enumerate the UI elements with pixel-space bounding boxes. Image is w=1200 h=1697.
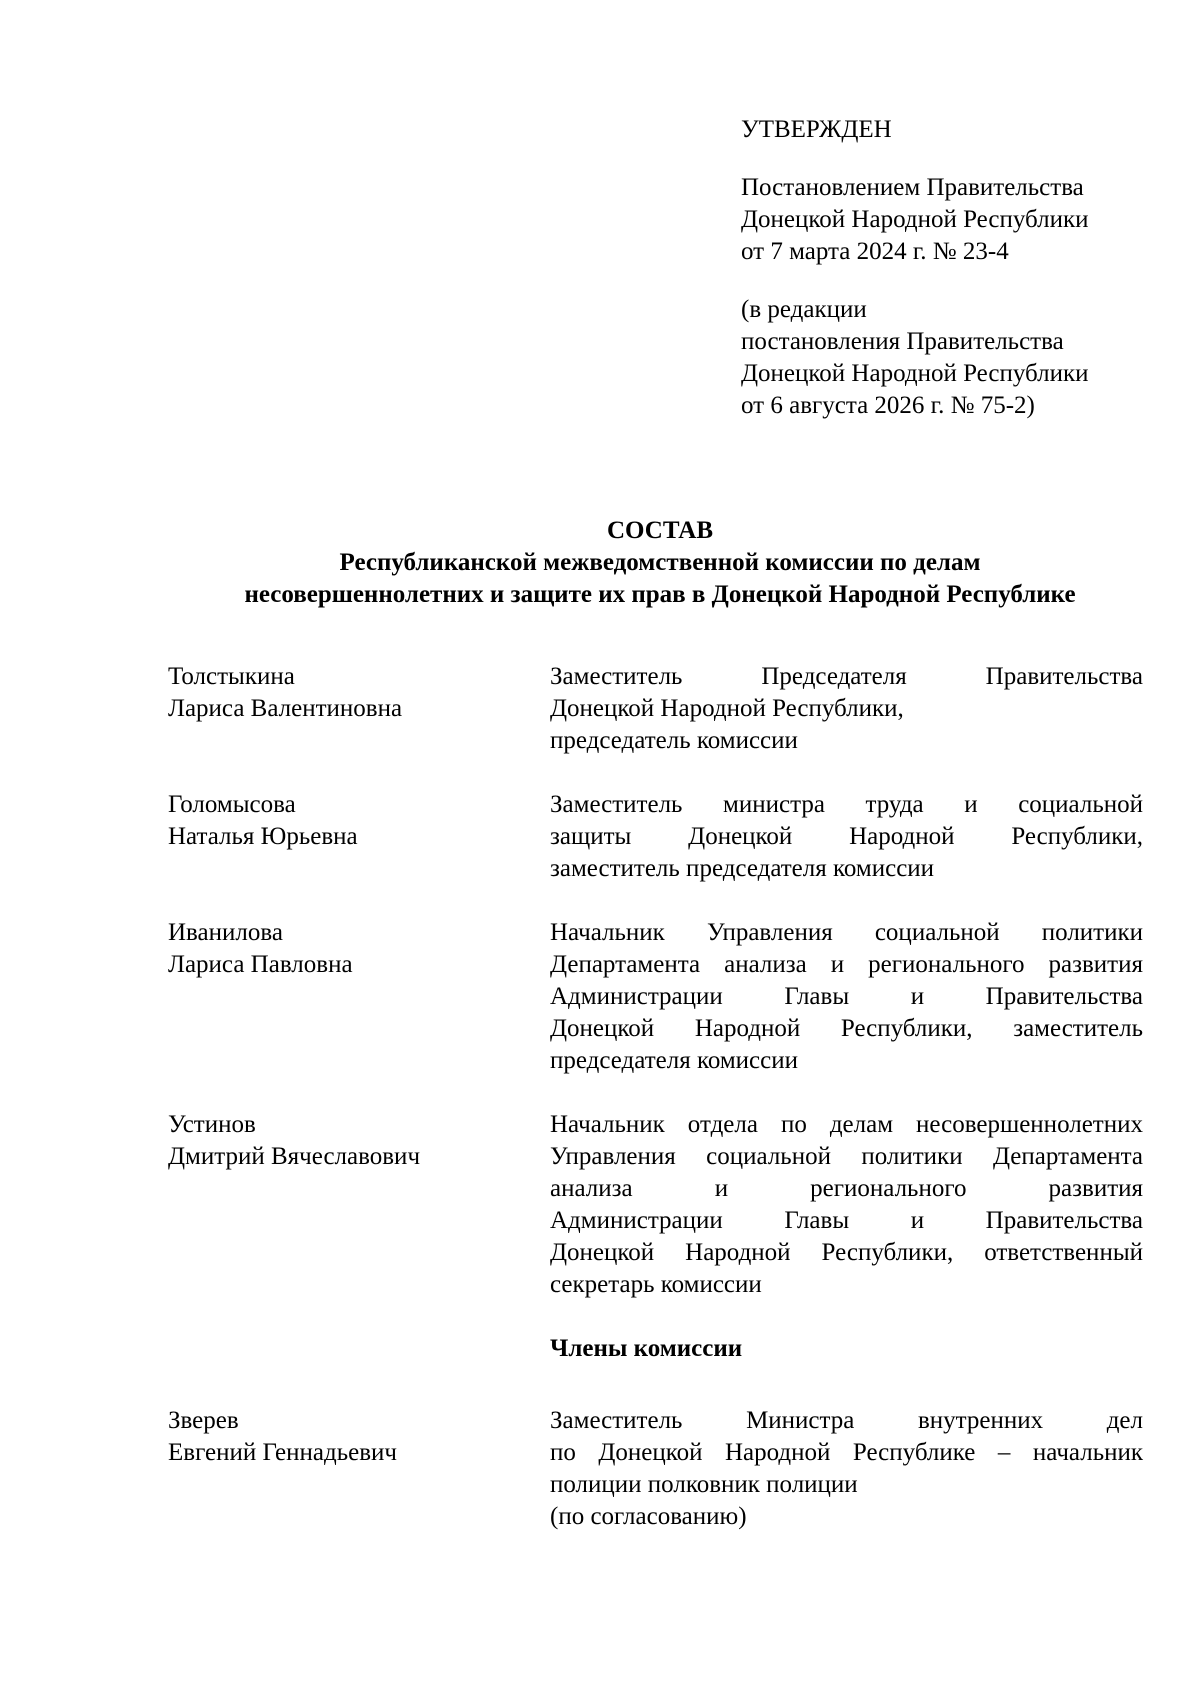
revision-line: от 6 августа 2026 г. № 75-2)	[741, 392, 1035, 419]
member-surname: Голомысова	[168, 791, 296, 818]
position-line: Начальник Управления социальной политики	[550, 919, 1143, 946]
member-surname: Толстыкина	[168, 663, 295, 690]
member-position	[550, 917, 1143, 1077]
position-line: защиты Донецкой Народной Республики,	[550, 823, 1143, 850]
member-name	[168, 789, 550, 885]
member-position	[550, 661, 1143, 757]
title-line: Республиканской межведомственной комиссии по делам	[339, 549, 981, 576]
revision-line: постановления Правительства	[741, 328, 1064, 355]
position-line: председателя комиссии	[550, 1047, 798, 1074]
member-name	[168, 1405, 550, 1533]
decree-line: от 7 марта 2024 г. № 23-4	[741, 238, 1009, 265]
member-given-names: Евгений Геннадьевич	[168, 1439, 397, 1466]
member-surname: Зверев	[168, 1407, 239, 1434]
position-line: полиции полковник полиции	[550, 1471, 858, 1498]
member-position	[550, 789, 1143, 885]
position-line: заместитель председателя комиссии	[550, 855, 935, 882]
document-title	[120, 515, 1200, 611]
revision-reference	[741, 294, 1161, 422]
position-line: Начальник отдела по делам несовершеннолетних	[550, 1111, 1143, 1138]
position-line: Заместитель Министра внутренних дел	[550, 1407, 1143, 1434]
member-name	[168, 1109, 550, 1301]
member-name	[168, 917, 550, 1077]
member-row	[168, 789, 1143, 885]
decree-line: Постановлением Правительства	[741, 174, 1084, 201]
position-line: председатель комиссии	[550, 727, 798, 754]
position-line: Донецкой Народной Республики, заместитель	[550, 1015, 1143, 1042]
member-given-names: Наталья Юрьевна	[168, 823, 358, 850]
members-list	[168, 1405, 1143, 1533]
position-line: Донецкой Народной Республики, ответственный	[550, 1239, 1143, 1266]
position-line: Управления социальной политики Департамента	[550, 1143, 1143, 1170]
position-line: (по согласованию)	[550, 1503, 747, 1530]
position-line: Донецкой Народной Республики,	[550, 695, 904, 722]
member-row	[168, 1405, 1143, 1533]
position-line: Администрации Главы и Правительства	[550, 983, 1143, 1010]
leaders-list	[168, 661, 1143, 1301]
member-given-names: Лариса Валентиновна	[168, 695, 403, 722]
position-line: по Донецкой Народной Республике – начальник	[550, 1439, 1143, 1466]
position-line: анализа и регионального развития	[550, 1175, 1143, 1202]
approval-heading: УТВЕРЖДЕН	[741, 116, 892, 143]
members-section-title: Члены комиссии	[550, 1335, 743, 1362]
member-row	[168, 1109, 1143, 1301]
member-row	[168, 661, 1143, 757]
position-line: Департамента анализа и регионального развития	[550, 951, 1143, 978]
commission-composition	[168, 661, 1143, 1565]
revision-line: (в редакции	[741, 296, 867, 323]
approval-stamp	[741, 114, 1161, 448]
member-given-names: Дмитрий Вячеславович	[168, 1143, 421, 1170]
position-line: Заместитель Председателя Правительства	[550, 663, 1143, 690]
member-surname: Иванилова	[168, 919, 283, 946]
decree-reference	[741, 172, 1161, 268]
revision-line: Донецкой Народной Республики	[741, 360, 1089, 387]
title-line: несовершеннолетних и защите их прав в Донецкой Народной Республике	[244, 581, 1076, 608]
position-line: Администрации Главы и Правительства	[550, 1207, 1143, 1234]
decree-line: Донецкой Народной Республики	[741, 206, 1089, 233]
member-given-names: Лариса Павловна	[168, 951, 353, 978]
member-surname: Устинов	[168, 1111, 256, 1138]
member-row	[168, 917, 1143, 1077]
member-position	[550, 1405, 1143, 1533]
member-position	[550, 1109, 1143, 1301]
position-line: Заместитель министра труда и социальной	[550, 791, 1143, 818]
member-name	[168, 661, 550, 757]
position-line: секретарь комиссии	[550, 1271, 762, 1298]
title-main: СОСТАВ	[606, 517, 714, 544]
